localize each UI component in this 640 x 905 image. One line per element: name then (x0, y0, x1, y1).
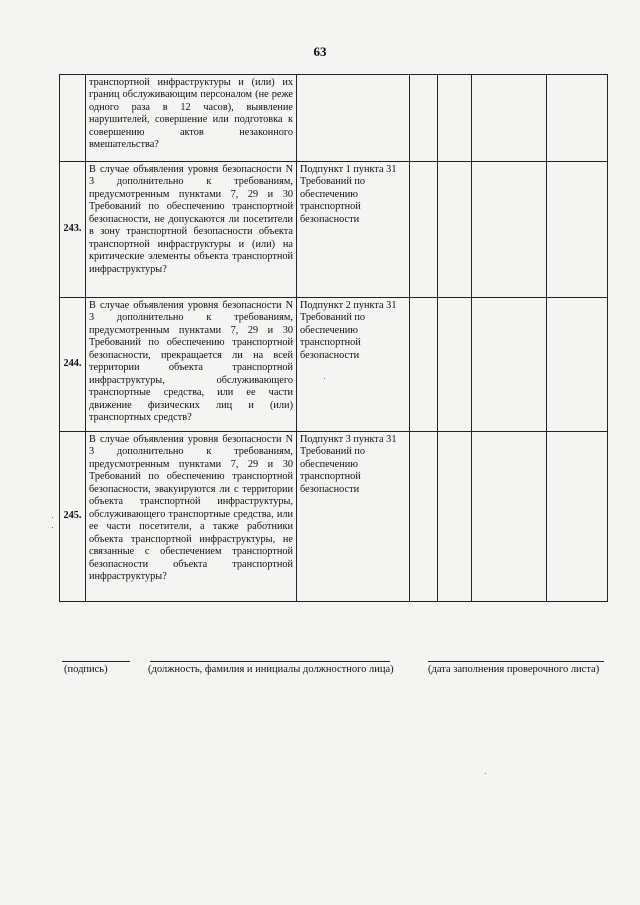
answer-na-cell[interactable] (472, 298, 547, 432)
requirement-text: В случае объявления уровня безопасности N 3 дополнительно к требованиям, предусмотренным пунктами 7, 29 и 30 Требований по обеспечению транспортной безопасности, не допускаются ли посетители в зону транспортной безопасности объекта транспортной инфраструктуры и (или) на критические элементы объекта транспортной инфраструктуры? (89, 164, 293, 275)
answer-no-cell[interactable] (438, 432, 472, 602)
note-cell[interactable] (547, 162, 608, 298)
scan-speck (52, 517, 53, 518)
note-cell[interactable] (547, 75, 608, 162)
row-number: 244. (60, 298, 86, 432)
scan-speck (324, 378, 325, 379)
requirement-cell (86, 162, 297, 298)
reference-cell (297, 432, 410, 602)
answer-no-cell[interactable] (438, 298, 472, 432)
requirement-text: В случае объявления уровня безопасности N 3 дополнительно к требованиям, предусмотренным пунктами 7, 29 и 30 Требований по обеспечению транспортной безопасности, прекращается ли на всей территории объекта транспортной инфраструктуры, обслуживающего транспортные средства, или ее части движение физических лиц и (или) транспортных средств? (89, 300, 293, 424)
signature-label: (подпись) (64, 664, 108, 675)
answer-na-cell[interactable] (472, 75, 547, 162)
requirement-text: транспортной инфраструктуры и (или) их границ обслуживающим персоналом (не реже одного раза в 12 часов), выявление нарушителей, совершение или подготовка к совершению актов незаконного вмешательства? (89, 77, 293, 151)
table-row (60, 432, 608, 602)
answer-no-cell[interactable] (438, 75, 472, 162)
answer-yes-cell[interactable] (410, 298, 438, 432)
note-cell[interactable] (547, 432, 608, 602)
row-number: 243. (60, 162, 86, 298)
reference-cell (297, 298, 410, 432)
checklist-table (59, 74, 608, 602)
scan-speck (52, 527, 53, 528)
answer-yes-cell[interactable] (410, 432, 438, 602)
requirement-cell (86, 75, 297, 162)
row-number: 245. (60, 432, 86, 602)
scan-speck (485, 773, 486, 774)
position-line[interactable] (150, 661, 390, 662)
answer-yes-cell[interactable] (410, 75, 438, 162)
date-line[interactable] (428, 661, 604, 662)
position-label: (должность, фамилия и инициалы должностного лица) (148, 664, 394, 675)
answer-na-cell[interactable] (472, 432, 547, 602)
requirement-cell (86, 298, 297, 432)
answer-no-cell[interactable] (438, 162, 472, 298)
reference-text: Подпункт 1 пункта 31 Требований по обеспечению транспортной безопасности (300, 164, 397, 225)
requirement-cell (86, 432, 297, 602)
reference-text: Подпункт 3 пункта 31 Требований по обеспечению транспортной безопасности (300, 434, 397, 495)
reference-cell (297, 162, 410, 298)
table-row (60, 298, 608, 432)
note-cell[interactable] (547, 298, 608, 432)
page-number: 63 (313, 44, 327, 59)
requirement-text: В случае объявления уровня безопасности N 3 дополнительно к требованиям, предусмотренным пунктами 7, 29 и 30 Требований по обеспечению транспортной безопасности, эвакуируются ли с территории объекта транспортной инфраструктуры, обслуживающего транспортные средства, или ее части посетители, а также работники объекта транспортной инфраструктуры, не связанные с обеспечением транспортной безопасности объекта транспортной инфраструктуры? (89, 434, 293, 582)
reference-cell (297, 75, 410, 162)
date-label: (дата заполнения проверочного листа) (428, 664, 600, 675)
answer-na-cell[interactable] (472, 162, 547, 298)
signature-line[interactable] (62, 661, 130, 662)
table-row (60, 75, 608, 162)
answer-yes-cell[interactable] (410, 162, 438, 298)
table-row (60, 162, 608, 298)
reference-text: Подпункт 2 пункта 31 Требований по обеспечению транспортной безопасности (300, 300, 397, 361)
row-number (60, 75, 86, 162)
